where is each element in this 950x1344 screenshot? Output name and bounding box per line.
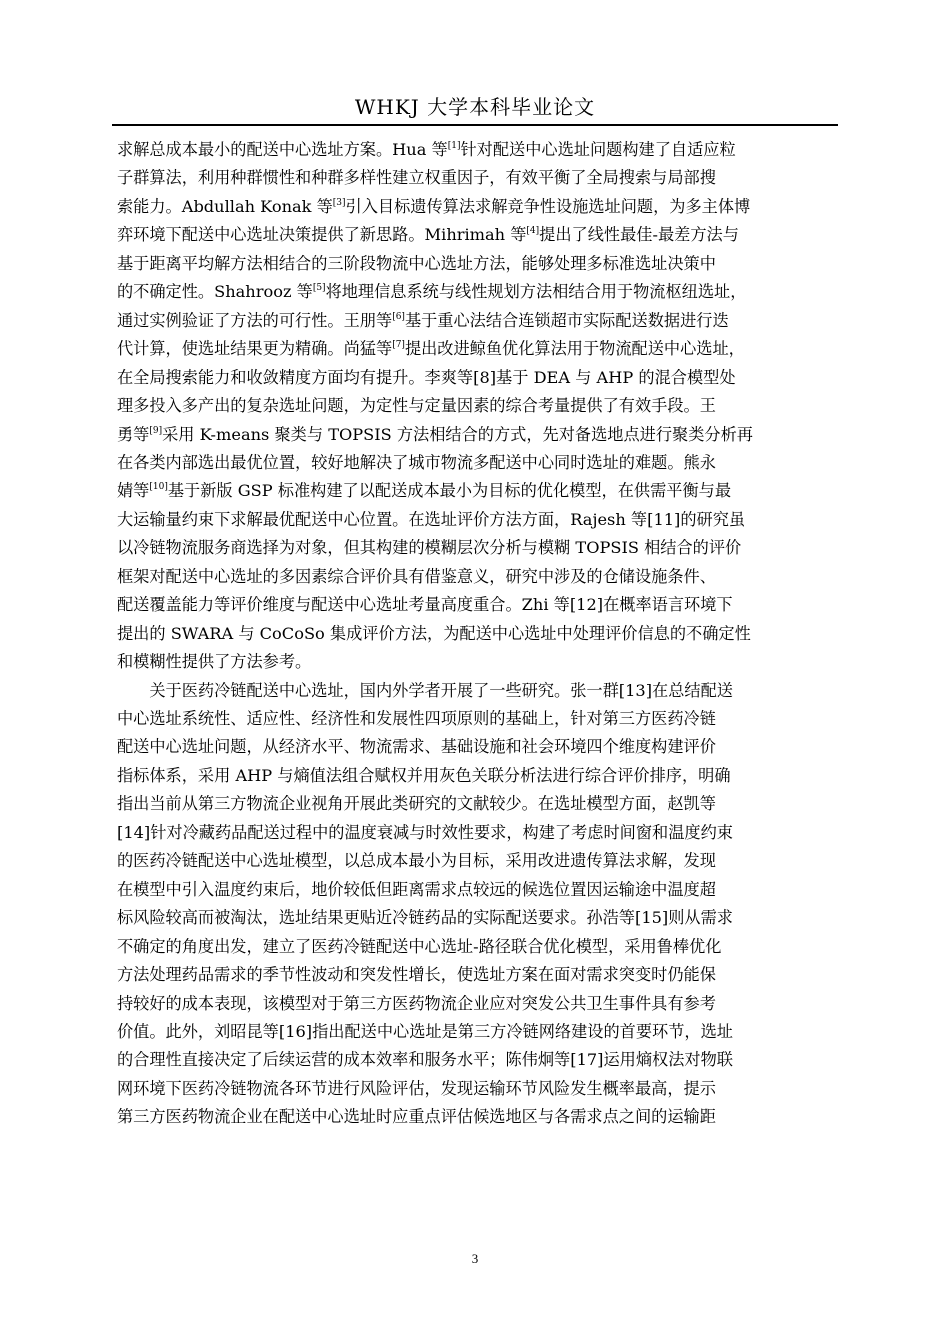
text-line: [117, 307, 837, 335]
citation-superscript: [9]: [149, 425, 163, 436]
text-line: [117, 136, 837, 164]
text-run: 提出了线性最佳-最差方法与: [539, 225, 739, 245]
text-run: 持较好的成本表现，该模型对于第三方医药物流企业应对突发公共卫生事件具有参考: [117, 993, 716, 1013]
header-divider: [112, 124, 838, 126]
text-line: [117, 506, 837, 534]
citation-superscript: [7]: [392, 340, 405, 351]
text-run: 第三方医药物流企业在配送中心选址时应重点评估候选地区与各需求点之间的运输距: [117, 1107, 716, 1127]
text-run: 子群算法，利用种群惯性和种群多样性建立权重因子，有效平衡了全局搜索与局部搜: [117, 168, 716, 188]
text-run: 配送覆盖能力等评价维度与配送中心选址考量高度重合。Zhi 等[12]在概率语言环境下: [117, 595, 733, 615]
text-run: 基于重心法结合连锁超市实际配送数据进行迭: [404, 310, 729, 330]
text-run: 针对配送中心选址问题构建了自适应粒: [460, 140, 736, 159]
text-run: 在各类内部选出最优位置，较好地解决了城市物流多配送中心同时选址的难题。熊永: [117, 452, 716, 472]
text-run: 不确定的角度出发，建立了医药冷链配送中心选址-路径联合优化模型，采用鲁棒优化: [117, 936, 722, 956]
text-line: [117, 876, 837, 904]
text-run: 提出改进鲸鱼优化算法用于物流配送中心选址，: [404, 339, 745, 359]
text-line: [117, 250, 837, 278]
page-header-title: WHKJ 大学本科毕业论文: [354, 95, 596, 119]
text-run: 以冷链物流服务商选择为对象，但其构建的模糊层次分析与模糊 TOPSIS 相结合的评价: [117, 538, 742, 558]
text-line: [117, 449, 837, 477]
text-run: 配送中心选址问题，从经济水平、物流需求、基础设施和社会环境四个维度构建评价: [117, 737, 716, 757]
text-run: 价值。此外，刘昭昆等[16]指出配送中心选址是第三方冷链网络建设的首要环节，选址: [117, 1021, 733, 1041]
text-run: 的不确定性。Shahrooz 等: [117, 282, 313, 302]
text-run: 方法处理药品需求的季节性波动和突发性增长，使选址方案在面对需求突变时仍能保: [117, 965, 716, 985]
text-run: 中心选址系统性、适应性、经济性和发展性四项原则的基础上，针对第三方医药冷链: [117, 709, 716, 728]
text-run: 婧等: [117, 481, 150, 501]
citation-superscript: [1]: [447, 141, 461, 151]
text-line: [117, 534, 837, 562]
citation-superscript: [6]: [392, 311, 405, 322]
citation-superscript: [4]: [526, 226, 540, 237]
text-line: [117, 278, 837, 306]
text-line: [117, 221, 837, 249]
text-run: 在模型中引入温度约束后，地价较低但距离需求点较远的候选位置因运输途中温度超: [117, 879, 716, 899]
text-run: 指标体系，采用 AHP 与熵值法组合赋权并用灰色关联分析法进行综合评价排序，明确: [117, 765, 731, 785]
text-line: [117, 392, 837, 420]
text-line: [117, 705, 837, 733]
text-run: 弈环境下配送中心选址决策提供了新思路。Mihrimah 等: [117, 225, 527, 245]
text-line: [117, 164, 837, 192]
text-line: [117, 1018, 837, 1046]
text-line: [117, 477, 837, 505]
text-run: 将地理信息系统与线性规划方法相结合用于物流枢纽选址，: [325, 282, 747, 302]
text-run: 基于距离平均解方法相结合的三阶段物流中心选址方法，能够处理多标准选址决策中: [117, 253, 716, 273]
text-line: [117, 620, 837, 648]
text-line: [117, 335, 837, 363]
text-line: [117, 193, 837, 221]
text-run: 通过实例验证了方法的可行性。王朋等: [117, 310, 393, 330]
text-run: 关于医药冷链配送中心选址，国内外学者开展了一些研究。张一群[13]在总结配送: [117, 680, 733, 700]
text-run: 大运输量约束下求解最优配送中心位置。在选址评价方法方面，Rajesh 等[11]的研究虽: [117, 509, 746, 529]
text-run: 求解总成本最小的配送中心选址方案。Hua 等: [117, 140, 448, 159]
text-line: [117, 933, 837, 961]
text-run: 采用 K-means 聚类与 TOPSIS 方法相结合的方式，先对备选地点进行聚类分析再: [162, 424, 753, 444]
text-line: [117, 1046, 837, 1074]
text-line: [117, 819, 837, 847]
text-line: [117, 648, 837, 676]
text-line: [117, 961, 837, 989]
text-run: 基于新版 GSP 标准构建了以配送成本最小为目标的优化模型，在供需平衡与最: [167, 481, 732, 501]
text-run: 框架对配送中心选址的多因素综合评价具有借鉴意义，研究中涉及的仓储设施条件、: [117, 566, 716, 586]
text-line: [117, 990, 837, 1018]
text-line: [117, 790, 837, 818]
text-run: 引入目标遗传算法求解竞争性设施选址问题，为多主体博: [345, 196, 751, 216]
citation-superscript: [3]: [332, 197, 346, 208]
text-run: 标风险较高而被淘汰，选址结果更贴近冷链药品的实际配送要求。孙浩等[15]则从需求: [117, 908, 733, 928]
text-line: [117, 1103, 837, 1131]
text-line: [117, 762, 837, 790]
text-run: 的医药冷链配送中心选址模型，以总成本最小为目标，采用改进遗传算法求解，发现: [117, 851, 716, 871]
text-run: 代计算，使选址结果更为精确。尚猛等: [117, 339, 393, 359]
text-run: 勇等: [117, 424, 150, 444]
text-line: [117, 733, 837, 761]
text-run: 在全局搜索能力和收敛精度方面均有提升。李爽等[8]基于 DEA 与 AHP 的混合模型处: [117, 367, 736, 387]
text-run: 索能力。Abdullah Konak 等: [117, 196, 333, 216]
text-run: 和模糊性提供了方法参考。: [117, 652, 312, 672]
citation-superscript: [10]: [149, 482, 168, 493]
text-line: [117, 1075, 837, 1103]
text-run: [14]针对冷藏药品配送过程中的温度衰减与时效性要求，构建了考虑时间窗和温度约束: [117, 822, 733, 842]
text-line: [117, 677, 837, 705]
text-run: 理多投入多产出的复杂选址问题，为定性与定量因素的综合考量提供了有效手段。王: [117, 396, 716, 416]
text-line: [117, 591, 837, 619]
text-run: 提出的 SWARA 与 CoCoSo 集成评价方法，为配送中心选址中处理评价信息的不确定性: [117, 623, 751, 643]
text-line: [117, 421, 837, 449]
text-run: 指出当前从第三方物流企业视角开展此类研究的文献较少。在选址模型方面，赵凯等: [117, 794, 716, 814]
citation-superscript: [5]: [312, 283, 326, 294]
text-run: 的合理性直接决定了后续运营的成本效率和服务水平；陈伟炯等[17]运用熵权法对物联: [117, 1050, 733, 1070]
page-number: 3: [471, 1251, 479, 1266]
text-line: [117, 364, 837, 392]
text-line: [117, 563, 837, 591]
text-run: 网环境下医药冷链物流各环节进行风险评估，发现运输环节风险发生概率最高，提示: [117, 1078, 716, 1098]
text-line: [117, 904, 837, 932]
text-line: [117, 847, 837, 875]
